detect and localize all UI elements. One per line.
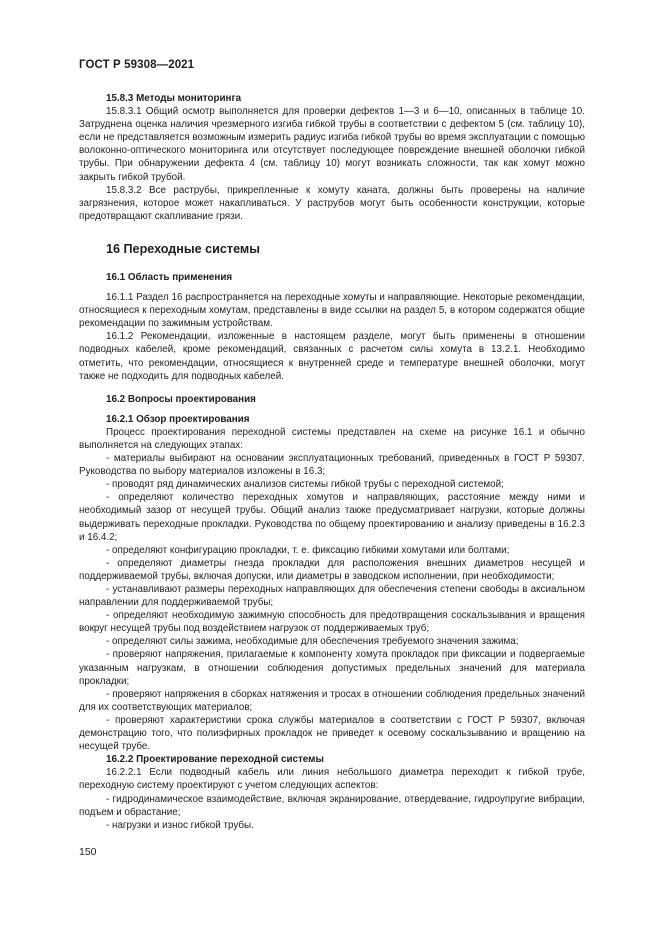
list-item: - определяют количество переходных хомутов и направляющих, расстояние между ними и необходимый зазор от несущей трубы. Общий анализ также предусматривает нагрузки, которые должны выдерживать переходные прокладки. Руководства по общему проектированию и анализу приведены в 16.2.3 и 16.4.2; — [79, 492, 585, 543]
section-heading-15-8-3: 15.8.3 Методы мониторинга — [106, 93, 242, 104]
section-heading-16-1: 16.1 Область применения — [106, 271, 233, 283]
paragraph-15-8-3-1: 15.8.3.1 Общий осмотр выполняется для проверки дефектов 1—3 и 6—10, описанных в таблице 10. Затруднена оценка наличия чрезмерного изгиба гибкой трубы в соответствии с дефектом 5 (см. таблицу 10), если не представляется возможным измерить радиус изгиба гибкой трубы во время эксплуатации с помощью волоконно-оптического мониторинга или отсутствует последующее повреждение внешней оболочки гибкой трубы. При обнаружении дефекта 4 (см. таблицу 10) могут возникать сложности, так как хомут можно закрыть гибкой трубой. — [79, 106, 585, 183]
list-item: - определяют конфигурацию прокладки, т. е. фиксацию гибкими хомутами или болтами; — [106, 544, 510, 556]
paragraph-16-2-2-1: 16.2.2.1 Если подводный кабель или линия небольшого диаметра переходит к гибкой трубе, переходную систему проектируют с учетом следующих аспектов: — [79, 767, 585, 792]
list-item: - определяют диаметры гнезда прокладки для расположения внешних диаметров несущей и поддерживаемой трубы, включая допуски, или диаметры в заводском исполнении, при необходимости; — [79, 557, 585, 582]
list-item: - устанавливают размеры переходных направляющих для обеспечения степени свободы в аксиальном направлении для поддерживаемой трубы; — [79, 584, 585, 609]
list-item: - проверяют напряжения, прилагаемые к компоненту хомута прокладок при фиксации и подвергаемые указанным нагрузкам, в отношении соблюдения допустимых предельных значений для материала прокладки; — [79, 649, 585, 687]
section-heading-16-2-2: 16.2.2 Проектирование переходной системы — [106, 754, 324, 766]
list-item: - нагрузки и износ гибкой трубы. — [106, 819, 254, 831]
paragraph-16-1-2: 16.1.2 Рекомендации, изложенные в настоящем разделе, могут быть применены в отношении подводных кабелей, кроме рекомендаций, связанных с расчетом силы хомута в 13.2.1. Необходимо отметить, что рекомендации, относящиеся к внутренней среде и температуре внешней оболочки, могут также не подходить для подводных кабелей. — [79, 331, 585, 382]
page-content — [79, 92, 585, 832]
list-item: - гидродинамическое взаимодействие, включая экранирование, отвердевание, гидроупругие вибрации, подъем и обрастание; — [79, 793, 585, 818]
list-item: - проверяют характеристики срока службы материалов в соответствии с ГОСТ Р 59307, включая демонстрацию того, что полиэфирных прокладок не приведет к осевому соскальзыванию и вращению на несущей трубе. — [79, 714, 585, 753]
section-heading-16-2: 16.2 Вопросы проектирования — [106, 393, 256, 405]
list-item: - определяют силы зажима, необходимые для обеспечения требуемого значения зажима; — [106, 636, 519, 648]
document-header: ГОСТ Р 59308—2021 — [79, 59, 195, 71]
list-item: - проверяют напряжения в сборках натяжения и тросах в отношении соблюдения предельных значений для их соответствующих материалов; — [79, 688, 585, 713]
list-item: - проводят ряд динамических анализов системы гибкой трубы с переходной системой; — [106, 479, 504, 491]
section-heading-16: 16 Переходные системы — [106, 241, 260, 256]
section-heading-16-2-1: 16.2.1 Обзор проектирования — [106, 413, 250, 425]
paragraph-15-8-3-2: 15.8.3.2 Все раструбы, прикрепленные к хомуту каната, должны быть проверены на наличие загрязнения, которое может накапливаться. У раструбов могут быть особенности конструкции, которые предотвращают скапливание грязи. — [79, 184, 585, 222]
list-item: - материалы выбирают на основании эксплуатационных требований, приведенных в ГОСТ Р 59307. Руководства по выбору материалов изложены в 16.3; — [79, 453, 585, 478]
page-number: 150 — [79, 846, 97, 858]
list-item: - определяют необходимую зажимную способность для предотвращения соскальзывания и вращения вокруг несущей трубы под воздействием нагрузок от поддерживаемых труб; — [79, 610, 585, 635]
paragraph-16-2-1-intro: Процесс проектирования переходной системы представлен на схеме на рисунке 16.1 и обычно выполняется на следующих этапах: — [79, 426, 585, 451]
paragraph-16-1-1: 16.1.1 Раздел 16 распространяется на переходные хомуты и направляющие. Некоторые рекомендации, относящиеся к переходным хомутам, представлены в виде ссылки на раздел 5, в котором содержатся общие рекомендации по зажимным устройствам. — [79, 292, 585, 330]
